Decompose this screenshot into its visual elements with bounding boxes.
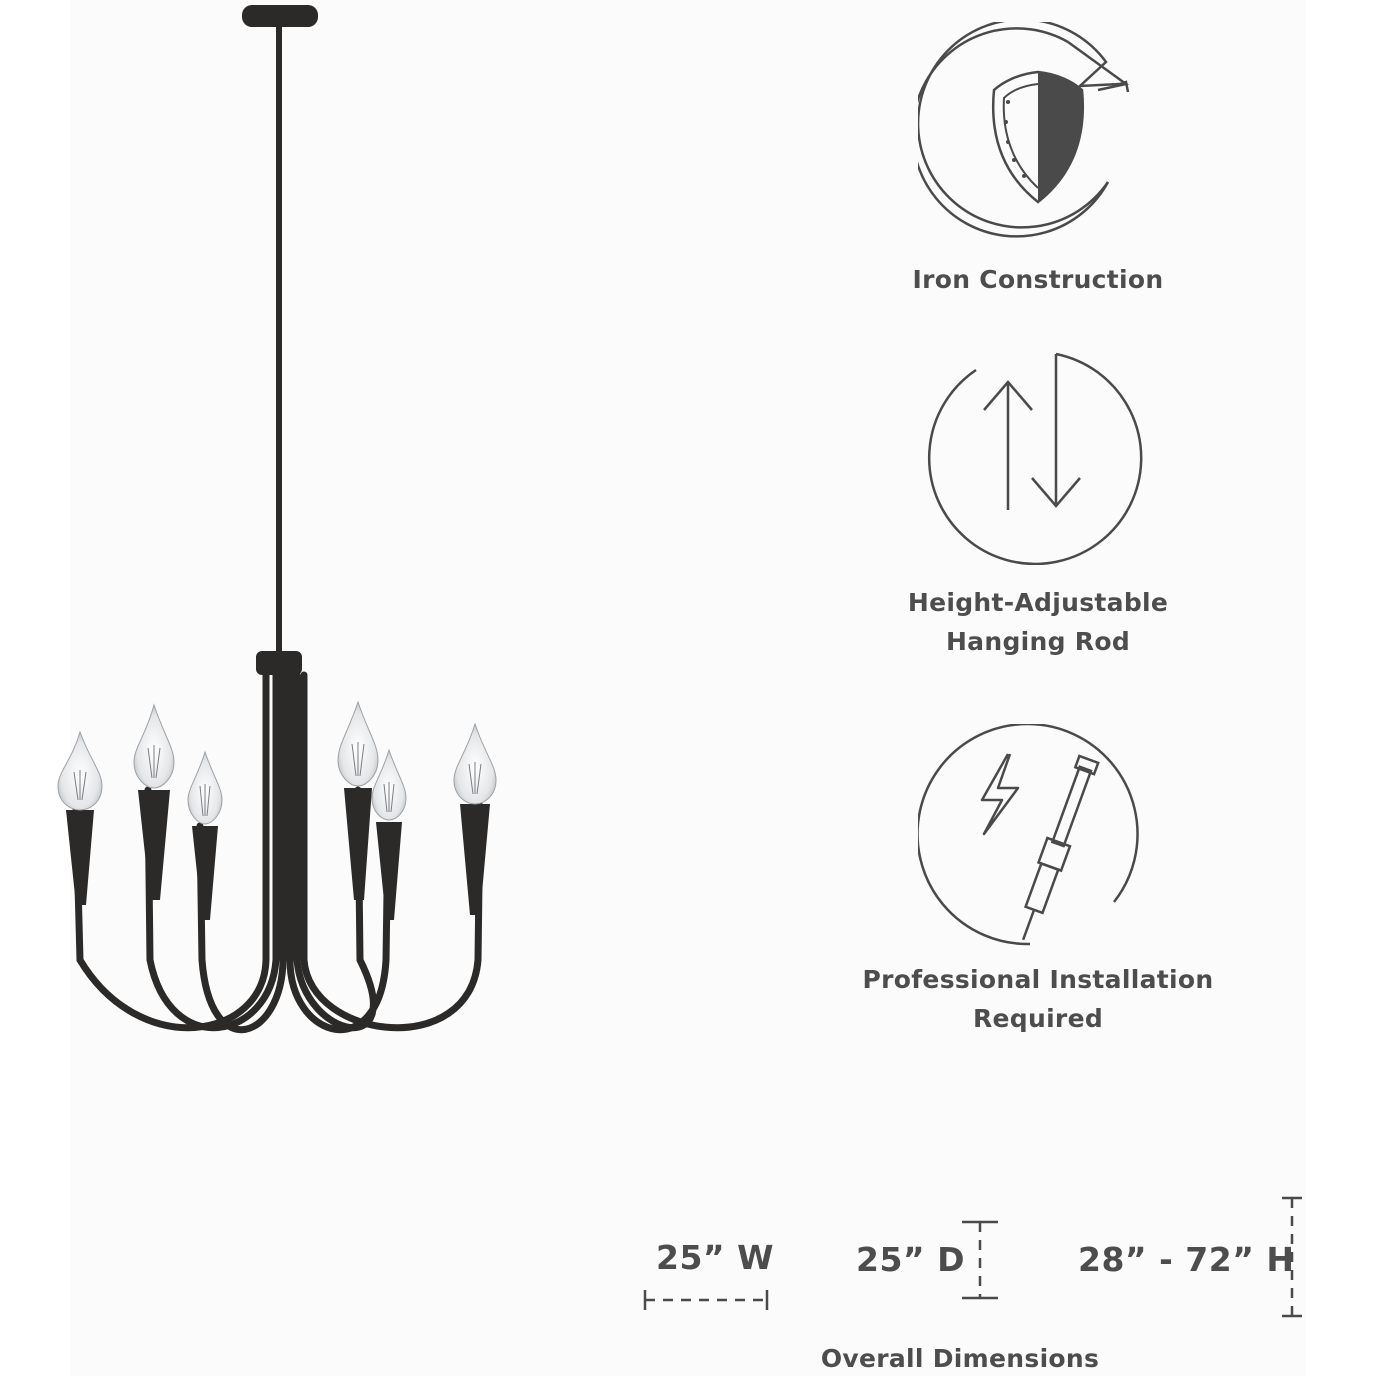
feature-iron-construction	[858, 22, 1218, 299]
width-dimension-line	[642, 1288, 772, 1312]
shield-icon	[918, 22, 1158, 252]
up-down-arrows-icon	[918, 350, 1158, 565]
height-dimension: 28” - 72” H	[1078, 1240, 1295, 1279]
feature-height-adjustable	[858, 350, 1218, 661]
height-dimension-line	[1280, 1196, 1304, 1320]
lightning-screwdriver-icon	[918, 724, 1158, 950]
depth-dimension: 25” D	[856, 1240, 965, 1279]
depth-dimension-line	[960, 1220, 1000, 1302]
feature-label: Height-Adjustable Hanging Rod	[907, 588, 1169, 656]
feature-professional-installation	[838, 724, 1238, 1038]
chandelier-image	[50, 0, 520, 1100]
width-dimension: 25” W	[656, 1238, 774, 1277]
feature-label: Professional Installation Required	[862, 965, 1214, 1033]
feature-label: Iron Construction	[912, 265, 1164, 294]
overall-dimensions-caption: Overall Dimensions	[820, 1344, 1100, 1373]
